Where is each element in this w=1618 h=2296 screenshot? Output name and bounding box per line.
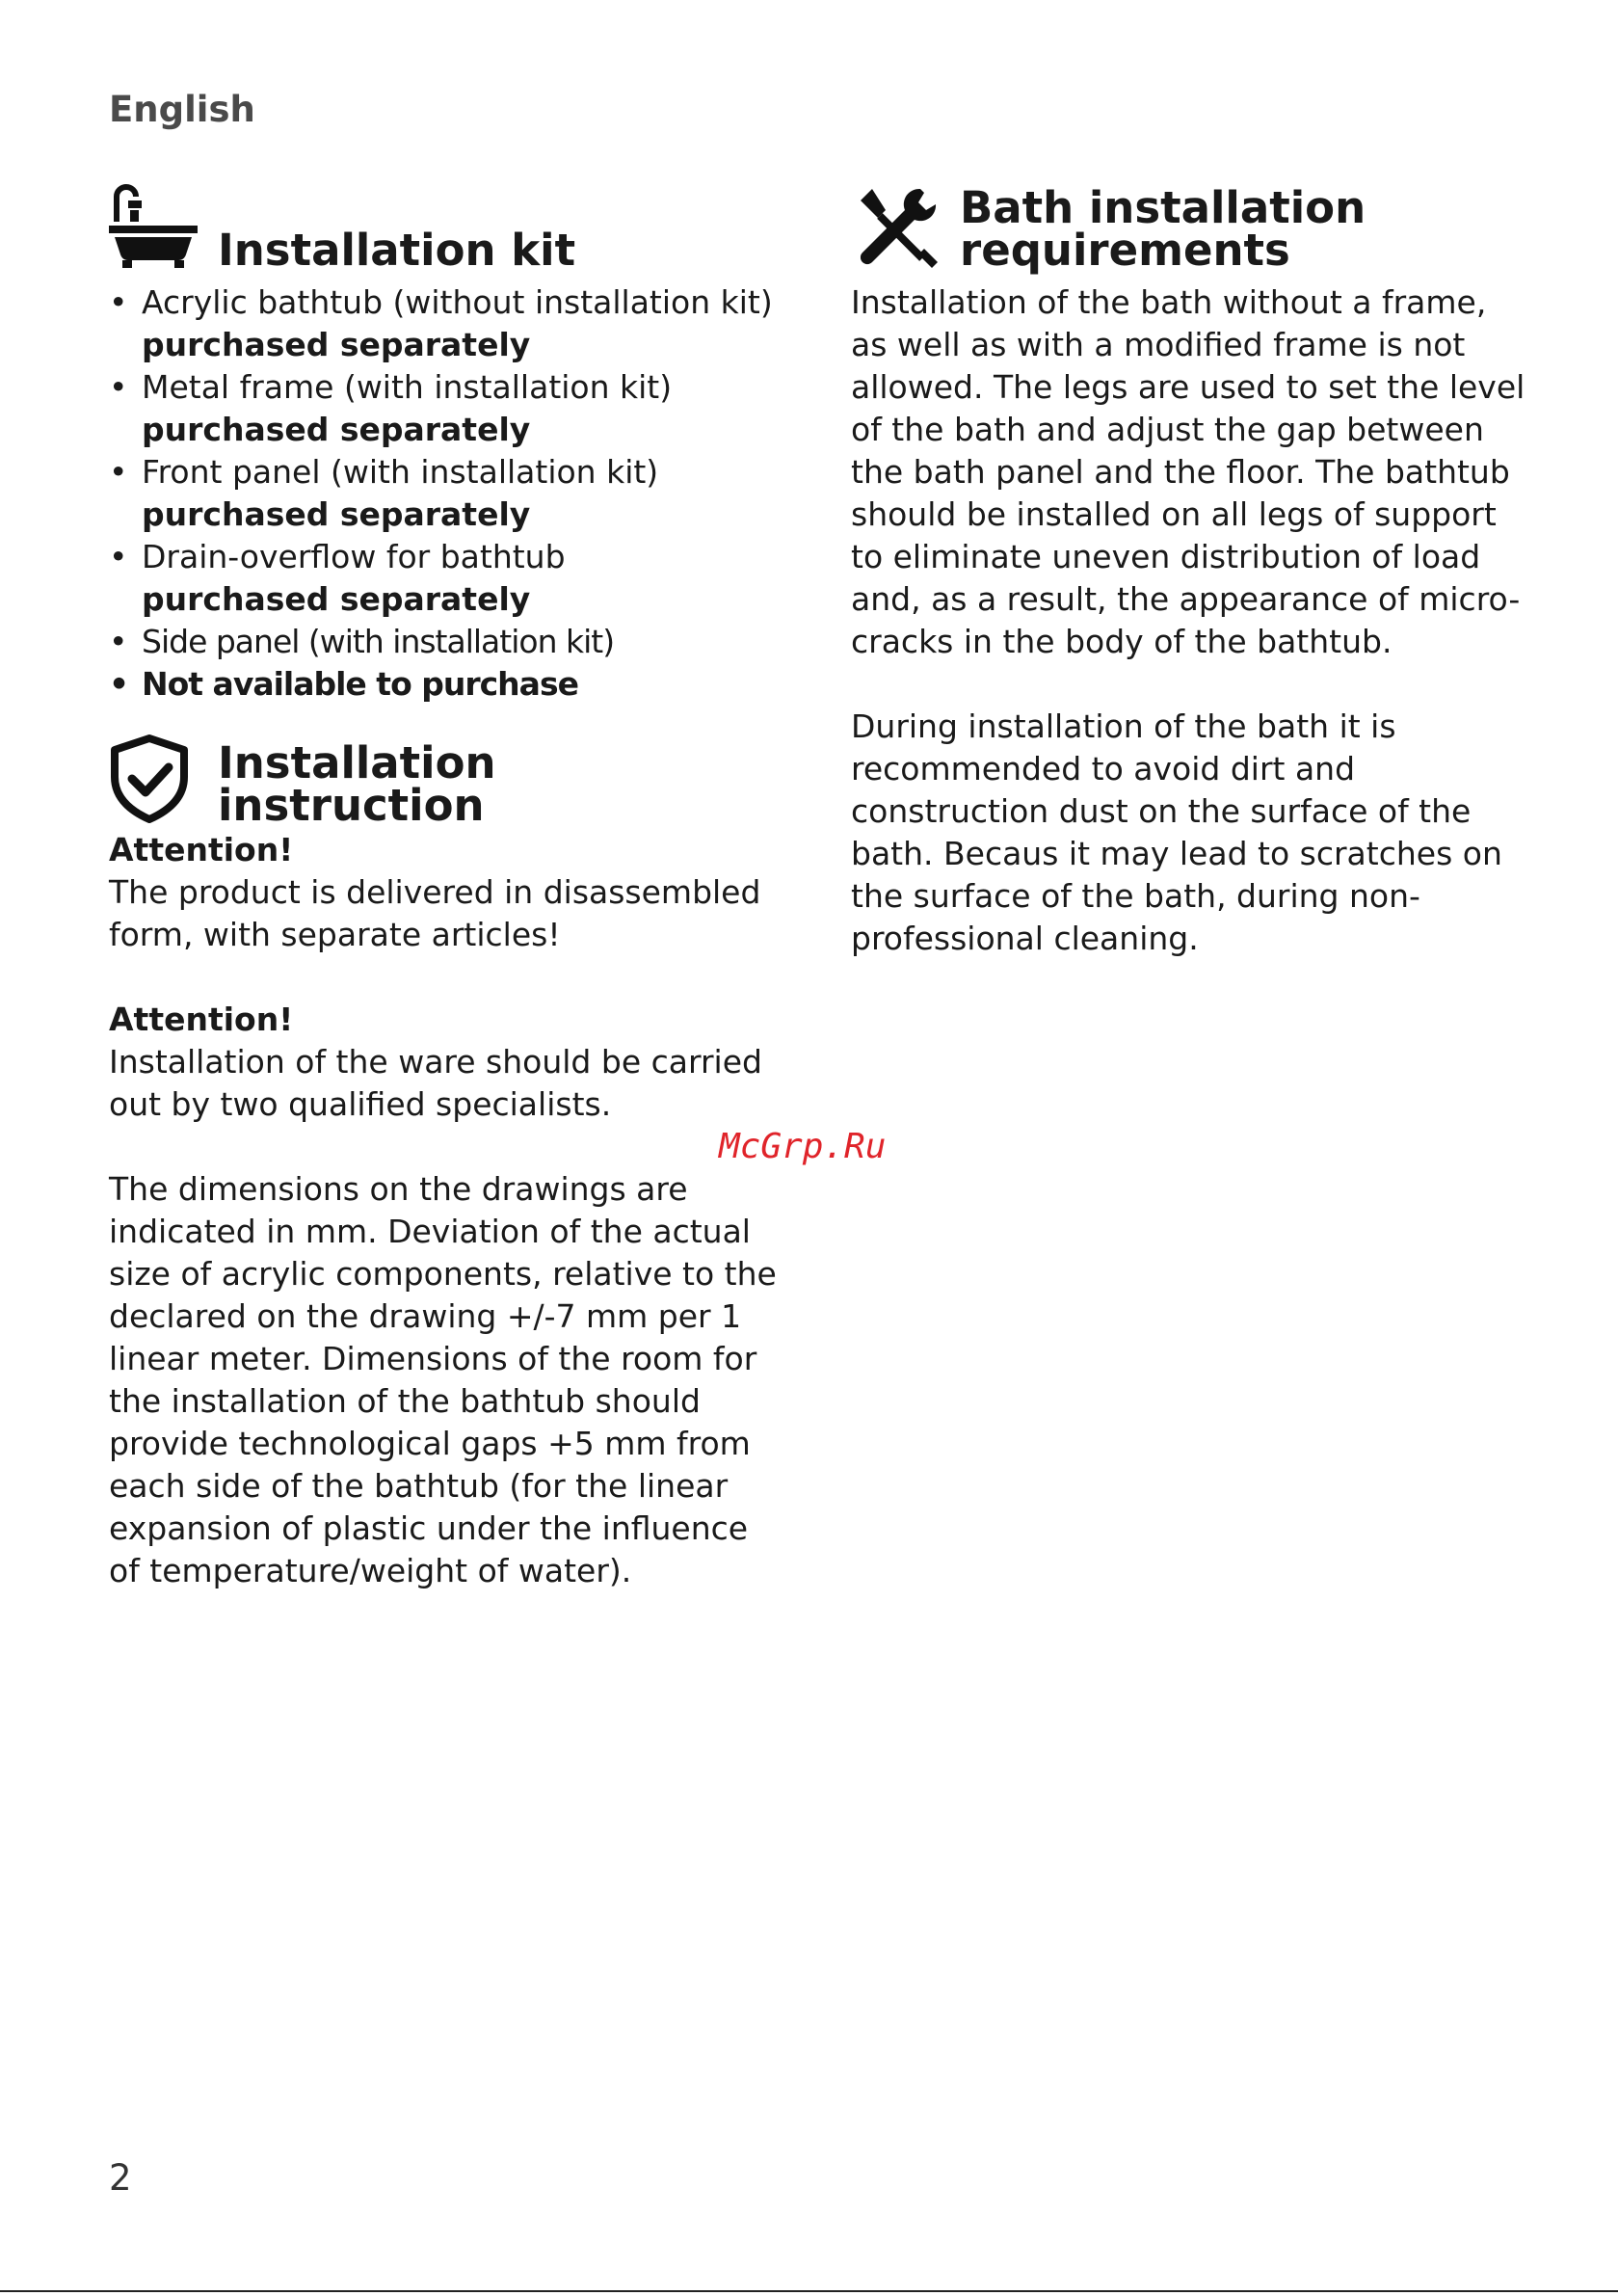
kit-item-name: Metal frame (with installation kit) xyxy=(142,368,673,406)
frame-requirements-text: Installation of the bath without a frame, as well as with a modified frame is not allowed. The legs are used to set the level of the bath and adjust the gap between the bath panel and the floor. The bathtub should be installed on all legs of support to eliminate uneven distribution of load and, as a result, the appearance of micro-cracks in the body of the bathtub. xyxy=(851,283,1525,660)
bathtub-icon xyxy=(109,183,198,276)
kit-item-name: Drain-overflow for bathtub xyxy=(142,538,566,575)
bottom-rule xyxy=(0,2290,1618,2292)
bullet: • xyxy=(109,283,128,321)
list-item xyxy=(109,281,783,366)
bullet: • xyxy=(109,538,128,575)
kit-item-name: Acrylic bathtub (without installation kit) xyxy=(142,283,773,321)
kit-item-note: purchased separately xyxy=(142,411,531,448)
list-item xyxy=(109,451,783,536)
bullet: • xyxy=(109,665,129,703)
installation-kit-list xyxy=(109,281,783,706)
title-line-1: Installation xyxy=(218,737,496,788)
bath-requirements-title xyxy=(960,182,1366,276)
bullet: • xyxy=(109,368,128,406)
list-item xyxy=(109,663,783,706)
list-item xyxy=(109,366,783,451)
title-line-2: requirements xyxy=(960,225,1290,276)
kit-item-note: purchased separately xyxy=(142,580,531,618)
bath-requirements-header xyxy=(851,183,1525,281)
language-label: English xyxy=(109,89,255,130)
installation-kit-title: Installation kit xyxy=(218,225,576,276)
watermark: McGrp.Ru xyxy=(719,1127,887,1166)
cleaning-text: During installation of the bath it is recommended to avoid dirt and construction dust on the surface of the bath. Becaus it may lead to scratches on the surface of the bath, during non-professional cleaning. xyxy=(851,707,1502,957)
list-item xyxy=(109,536,783,621)
installation-instruction-title xyxy=(218,737,496,831)
shield-check-icon xyxy=(109,734,190,827)
title-line-2: instruction xyxy=(218,780,485,831)
kit-item-name: Front panel (with installation kit) xyxy=(142,453,659,491)
dimensions-text: The dimensions on the drawings are indicated in mm. Deviation of the actual size of acrylic components, relative to the declared on the drawing +/-7 mm per 1 linear meter. Dimensions of the room for the installation of the bathtub should provide technological gaps +5 mm from each side of the bathtub (for the linear expansion of plastic under the influence of temperature/weight of water). xyxy=(109,1170,777,1589)
installation-instruction-header xyxy=(109,734,783,829)
attention-label: Attention! xyxy=(109,1001,294,1038)
kit-item-note: purchased separately xyxy=(142,326,531,363)
title-line-1: Bath installation xyxy=(960,182,1366,233)
bullet: • xyxy=(109,623,127,660)
page-number: 2 xyxy=(109,2157,132,2199)
bullet: • xyxy=(109,453,128,491)
left-column xyxy=(109,183,783,1592)
kit-item-unavailable: Not available to purchase xyxy=(142,665,578,703)
list-item xyxy=(109,621,783,663)
wrench-screwdriver-icon xyxy=(851,183,940,276)
installation-kit-header xyxy=(109,183,783,281)
right-column xyxy=(851,183,1525,960)
kit-item-note: purchased separately xyxy=(142,495,531,533)
specialists-text: Installation of the ware should be carried out by two qualified specialists. xyxy=(109,1043,762,1123)
kit-item-name: Side panel (with installation kit) xyxy=(142,623,615,660)
attention-label: Attention! xyxy=(109,831,294,868)
delivery-text: The product is delivered in disassembled form, with separate articles! xyxy=(109,873,761,953)
